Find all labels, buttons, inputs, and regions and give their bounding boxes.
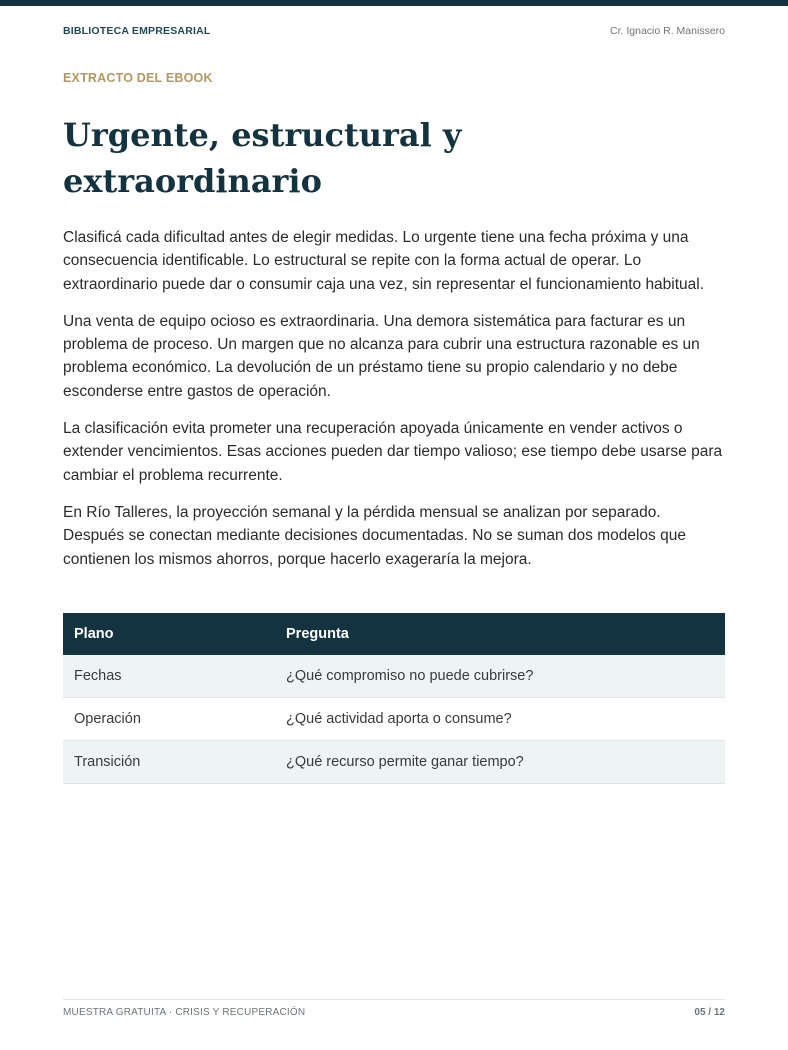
paragraph: En Río Talleres, la proyección semanal y la pérdida mensual se analizan por separado. Después se conectan mediante decisiones documentadas. No se suman dos modelos que contienen los mismos ahorros, porque hacerlo exageraría la mejora. [63, 503, 686, 568]
section-kicker: EXTRACTO DEL EBOOK [63, 71, 213, 85]
table-header-plano: Plano [63, 613, 275, 655]
classification-table [63, 613, 725, 784]
table-cell-plano: Transición [63, 741, 275, 784]
table-header-pregunta: Pregunta [275, 613, 725, 655]
table-row [63, 655, 725, 698]
table-cell-plano: Operación [63, 698, 275, 741]
page-header [63, 25, 725, 39]
table-header-row [63, 613, 725, 655]
table-cell-pregunta: ¿Qué recurso permite ganar tiempo? [275, 741, 725, 784]
table-row [63, 698, 725, 741]
brand-label: BIBLIOTECA EMPRESARIAL [63, 25, 211, 37]
table-cell-pregunta: ¿Qué compromiso no puede cubrirse? [275, 655, 725, 698]
paragraph: Clasificá cada dificultad antes de elegir medidas. Lo urgente tiene una fecha próxima y una consecuencia identificable. Lo estructural se repite con la forma actual de operar. Lo extraordinario puede dar o consumir caja una vez, sin representar el funcionamiento habitual. [63, 229, 705, 293]
table-row [63, 741, 725, 784]
paragraph: Una venta de equipo ocioso es extraordinaria. Una demora sistemática para facturar es un problema de proceso. Un margen que no alcanza para cubrir una estructura razonable es un problema económico. La devolución de un préstamo tiene su propio calendario y no debe esconderse entre gastos de operación. [63, 312, 700, 400]
paragraph: La clasificación evita prometer una recuperación apoyada únicamente en vender activos o extender vencimientos. Esas acciones pueden dar tiempo valioso; ese tiempo debe usarse para cambiar el problema recurrente. [63, 420, 723, 484]
author-name: Cr. Ignacio R. Manissero [610, 25, 725, 37]
body-text [63, 226, 725, 585]
page-number: 05 / 12 [694, 1007, 725, 1018]
top-accent-bar [0, 0, 788, 6]
table-cell-plano: Fechas [63, 655, 275, 698]
page-title: Urgente, estructural y extraordinario [63, 116, 462, 200]
table-cell-pregunta: ¿Qué actividad aporta o consume? [275, 698, 725, 741]
footer-divider [63, 999, 725, 1000]
footer-label: MUESTRA GRATUITA · CRISIS Y RECUPERACIÓN [63, 1007, 306, 1018]
